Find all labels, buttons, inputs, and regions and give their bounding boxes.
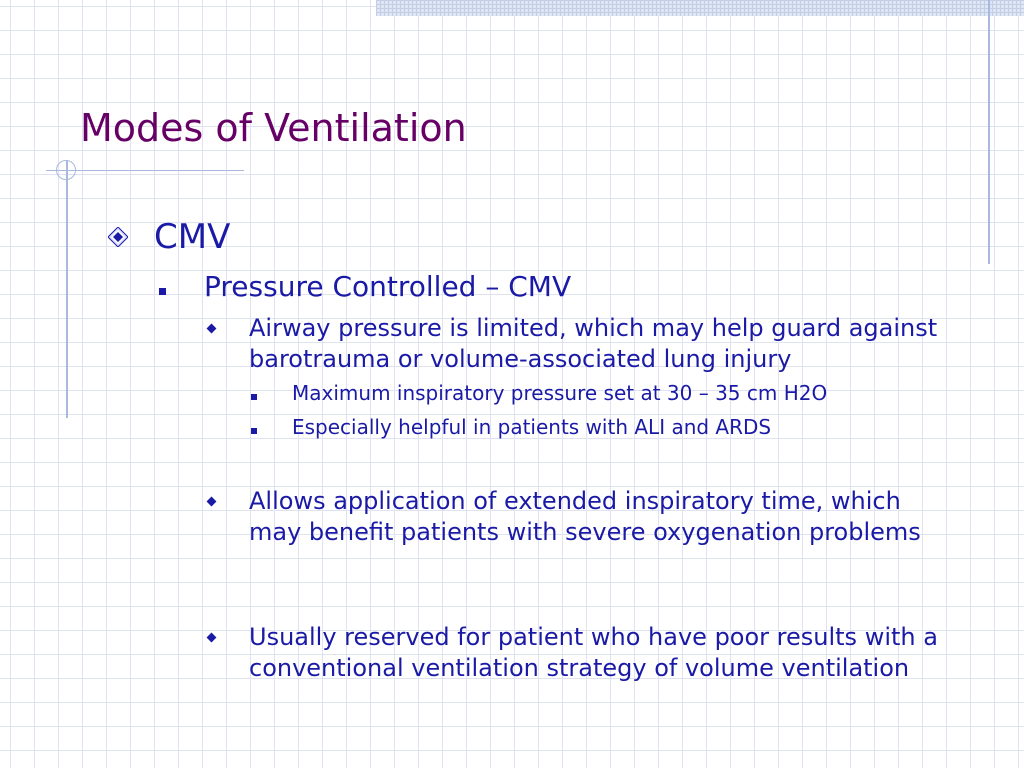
bullet-level3-text: Allows application of extended inspiratory time, which may benefit patients with severe oxygenation problems xyxy=(249,487,921,546)
small-diamond-bullet-icon xyxy=(207,497,217,507)
small-diamond-bullet-icon xyxy=(207,324,217,334)
small-diamond-bullet-icon xyxy=(207,633,217,643)
bullet-level1-text: CMV xyxy=(154,217,231,257)
bullet-level3-text: Usually reserved for patient who have poor results with a conventional ventilation strategy of volume ventilation xyxy=(249,623,938,682)
top-decorative-band xyxy=(376,0,1024,16)
small-square-bullet-icon xyxy=(251,428,257,434)
slide-title: Modes of Ventilation xyxy=(80,106,467,150)
bullet-level3-text: Airway pressure is limited, which may help guard against barotrauma or volume-associated lung injury xyxy=(249,314,938,373)
left-decorative-rule xyxy=(66,160,68,418)
bullet-level4-text: Especially helpful in patients with ALI and ARDS xyxy=(292,415,772,439)
diamond-bullet-icon xyxy=(108,227,128,247)
bullet-level4-text: Maximum inspiratory pressure set at 30 – 35 cm H2O xyxy=(292,381,828,405)
square-bullet-icon xyxy=(159,288,166,295)
right-decorative-rule xyxy=(988,0,990,264)
small-square-bullet-icon xyxy=(251,394,257,400)
bullet-level2-text: Pressure Controlled – CMV xyxy=(204,270,572,303)
decorative-ring-icon xyxy=(56,160,76,180)
